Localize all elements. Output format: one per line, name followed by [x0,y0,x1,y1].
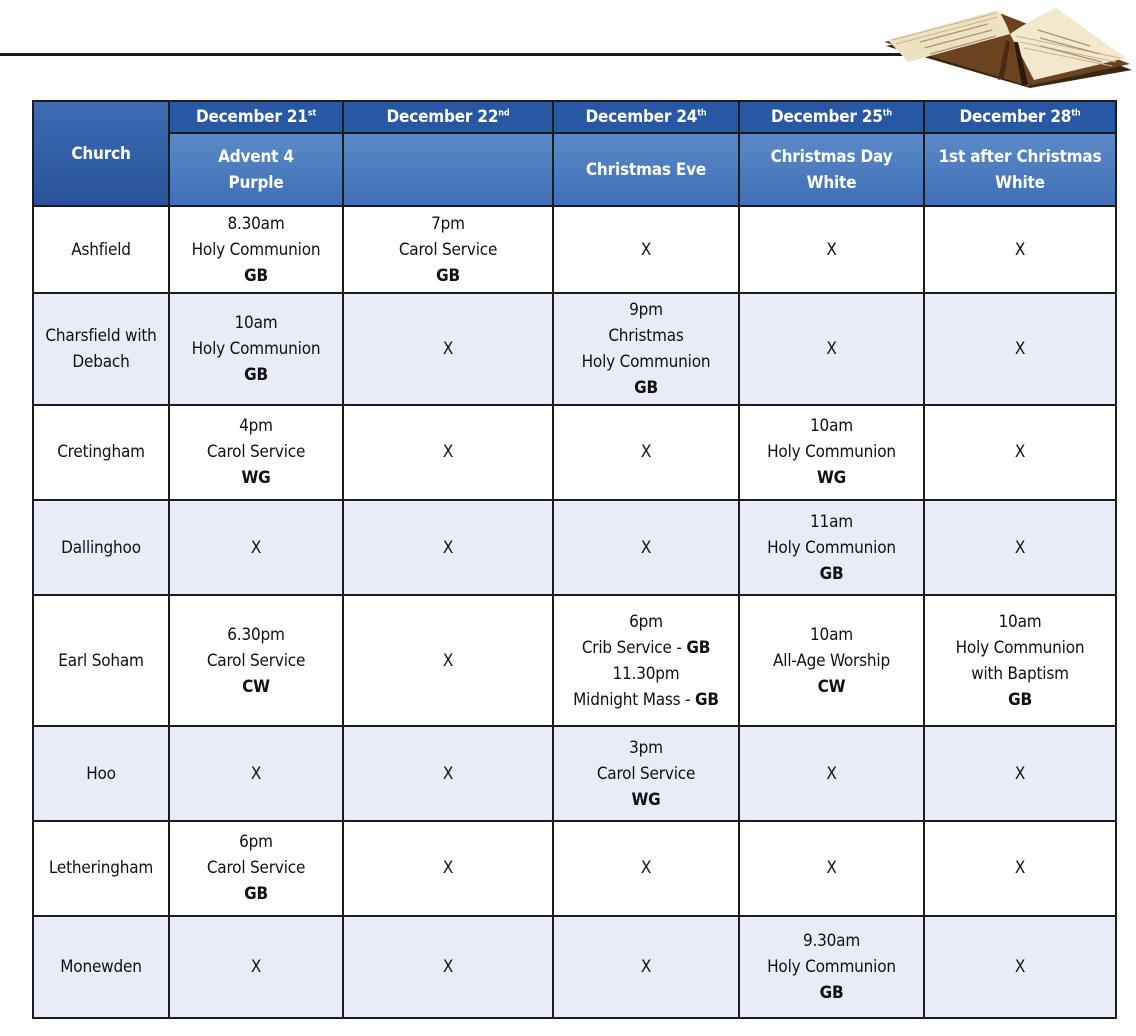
church-name: Hoo [33,726,169,821]
service-cell [343,916,553,1018]
service-text: Carol Service [206,858,306,879]
service-cell [924,206,1116,293]
service-line [744,761,919,787]
service-line [558,787,734,813]
schedule-body [33,206,1116,1018]
service-cell [739,916,924,1018]
service-text: Holy Communion [191,239,321,260]
service-text: X [1014,956,1026,977]
occasion-line: Purple [228,172,284,193]
service-text: 11am [810,511,853,532]
service-line [558,735,734,761]
service-line [348,336,548,362]
service-line [348,954,548,980]
service-line [744,535,919,561]
church-name: Charsfield with Debach [33,293,169,404]
service-line [174,211,338,237]
occasion-header [343,133,553,206]
service-cell [343,293,553,404]
occasion-header [553,133,739,206]
service-text: 8.30am [227,213,285,234]
service-text: Crib Service - [581,637,687,658]
service-line [174,855,338,881]
service-text: X [442,442,454,463]
officiant-initials: GB [686,637,711,658]
service-line [174,237,338,263]
service-line [348,263,548,289]
service-text: 3pm [629,737,663,758]
service-line [558,349,734,375]
service-text: X [826,763,837,784]
service-line [744,648,919,674]
service-line [929,635,1111,661]
service-text: Carol Service [398,239,498,260]
service-line [929,761,1111,787]
service-text: 10am [234,313,278,334]
service-cell [169,500,343,595]
service-text: 10am [810,416,853,437]
service-line [174,336,338,362]
service-line [929,535,1111,561]
service-text: X [442,650,454,671]
service-line [744,465,919,491]
service-cell [343,821,553,915]
service-line [348,535,548,561]
service-cell [553,821,739,915]
occasion-header [169,133,343,206]
officiant-initials: GB [819,982,844,1003]
service-cell [169,916,343,1018]
service-line [558,761,734,787]
service-text: X [250,537,262,558]
service-cell [169,595,343,725]
service-line [558,237,734,263]
service-text: with Baptism [971,663,1069,684]
officiant-initials: WG [241,468,271,489]
officiant-initials: GB [244,884,268,905]
service-text: X [250,956,262,977]
service-line [558,439,734,465]
service-text: X [1014,537,1026,558]
service-text: 10am [810,624,853,645]
service-text: X [442,956,454,977]
service-line [174,648,338,674]
service-line [174,263,338,289]
service-text: X [640,442,652,463]
occasion-header [739,133,924,206]
service-text: X [640,537,652,558]
occasion-line: Christmas Eve [585,159,707,180]
service-cell [924,821,1116,915]
service-cell [169,405,343,500]
service-text: 4pm [239,416,273,437]
officiant-initials: WG [816,468,847,489]
service-line [174,362,338,388]
service-cell [343,206,553,293]
service-cell [924,916,1116,1018]
service-line [558,855,734,881]
officiant-initials: GB [436,265,460,286]
service-line [558,375,734,401]
table-row [33,405,1116,500]
occasion-line: Christmas Day [770,146,893,167]
service-line [744,674,919,700]
service-text: X [250,763,262,784]
officiant-initials: GB [634,378,658,399]
service-text: Holy Communion [767,442,896,463]
service-line [929,609,1111,635]
service-text: Holy Communion [955,637,1085,658]
service-text: 6pm [239,832,273,853]
service-cell [553,595,739,725]
service-text: 9.30am [802,930,861,951]
service-cell [924,293,1116,404]
officiant-initials: GB [1008,689,1032,710]
service-line [744,336,919,362]
service-text: X [1014,339,1026,360]
service-line [174,413,338,439]
service-line [744,237,919,263]
officiant-initials: CW [817,676,846,697]
service-line [558,535,734,561]
date-header: December 28th [924,101,1116,133]
service-text: 9pm [629,300,663,321]
service-cell [553,206,739,293]
church-name: Dallinghoo [33,500,169,595]
service-line [744,928,919,954]
service-text: Holy Communion [767,956,896,977]
service-text: X [826,339,837,360]
service-line [174,535,338,561]
service-line [558,635,734,661]
service-cell [739,293,924,404]
service-cell [553,405,739,500]
service-line [558,297,734,323]
officiant-initials: GB [244,365,268,386]
service-text: 7pm [431,213,465,234]
service-line [174,465,338,491]
service-text: X [826,239,837,260]
service-line [348,439,548,465]
service-cell [924,405,1116,500]
service-cell [343,500,553,595]
service-line [744,980,919,1006]
table-row [33,293,1116,404]
service-cell [553,293,739,404]
service-cell [169,206,343,293]
service-line [744,855,919,881]
service-text: 6.30pm [227,624,285,645]
service-text: X [1014,763,1026,784]
service-cell [739,206,924,293]
service-line [558,323,734,349]
service-cell [924,726,1116,821]
service-cell [343,405,553,500]
service-line [929,661,1111,687]
service-text: X [442,537,454,558]
occasion-header [924,133,1116,206]
table-row [33,500,1116,595]
service-line [348,648,548,674]
service-line [174,439,338,465]
service-text: X [640,239,652,260]
date-header: December 25th [739,101,924,133]
table-row [33,726,1116,821]
service-line [744,509,919,535]
service-cell [739,405,924,500]
occasion-line: White [806,172,857,193]
service-text: X [442,858,454,879]
header-rule [0,53,905,56]
table-row [33,595,1116,725]
service-line [558,661,734,687]
church-name: Monewden [33,916,169,1018]
table-row [33,821,1116,915]
service-line [174,310,338,336]
service-cell [739,595,924,725]
service-text: X [1014,858,1026,879]
service-line [174,761,338,787]
service-text: X [640,858,652,879]
service-line [348,761,548,787]
service-cell [169,293,343,404]
officiant-initials: GB [819,563,844,584]
service-line [929,336,1111,362]
church-name: Earl Soham [33,595,169,725]
service-line [558,609,734,635]
church-name: Cretingham [33,405,169,500]
date-header: December 21st [169,101,343,133]
service-cell [343,726,553,821]
service-line [348,855,548,881]
service-cell [343,595,553,725]
service-text: Christmas [608,326,684,347]
occasion-line: 1st after Christmas [938,146,1102,167]
service-text: Midnight Mass - [573,689,696,710]
service-text: All-Age Worship [773,650,890,671]
service-line [174,674,338,700]
date-header: December 24th [553,101,739,133]
service-line [174,622,338,648]
service-text: 11.30pm [612,663,680,684]
service-line [558,954,734,980]
service-line [929,237,1111,263]
service-text: 10am [998,611,1042,632]
service-text: Carol Service [596,763,696,784]
service-line [929,855,1111,881]
service-line [558,687,734,713]
date-header-row [33,101,1116,133]
church-name: Ashfield [33,206,169,293]
service-line [744,954,919,980]
service-text: X [1014,239,1026,260]
service-line [348,211,548,237]
service-line [744,413,919,439]
service-text: Holy Communion [581,352,711,373]
date-header: December 22nd [343,101,553,133]
service-line [929,954,1111,980]
service-cell [924,595,1116,725]
service-cell [924,500,1116,595]
service-text: Holy Communion [767,537,896,558]
service-cell [553,726,739,821]
service-text: Carol Service [206,442,306,463]
occasion-line: Advent 4 [218,146,294,167]
church-name: Letheringham [33,821,169,915]
service-cell [739,500,924,595]
service-text: 6pm [629,611,663,632]
service-line [174,829,338,855]
open-bible-icon [880,0,1136,92]
service-cell [739,726,924,821]
service-text: Holy Communion [191,339,321,360]
service-line [174,881,338,907]
service-text: Carol Service [206,650,306,671]
officiant-initials: GB [244,265,268,286]
officiant-initials: WG [631,789,661,810]
service-line [744,622,919,648]
table-row [33,206,1116,293]
occasion-header-row [33,133,1116,206]
service-schedule-table [32,100,1117,1019]
service-line [929,687,1111,713]
service-text: X [640,956,652,977]
service-text: X [442,339,454,360]
service-line [744,561,919,587]
occasion-line: White [995,172,1045,193]
church-column-header: Church [33,101,169,206]
service-line [744,439,919,465]
service-line [348,237,548,263]
service-line [929,439,1111,465]
service-cell [739,821,924,915]
officiant-initials: GB [695,689,719,710]
service-cell [553,500,739,595]
service-line [174,954,338,980]
service-cell [169,821,343,915]
service-cell [169,726,343,821]
table-row [33,916,1116,1018]
service-text: X [442,763,454,784]
officiant-initials: CW [242,676,270,697]
service-cell [553,916,739,1018]
service-text: X [826,858,837,879]
service-text: X [1014,442,1026,463]
